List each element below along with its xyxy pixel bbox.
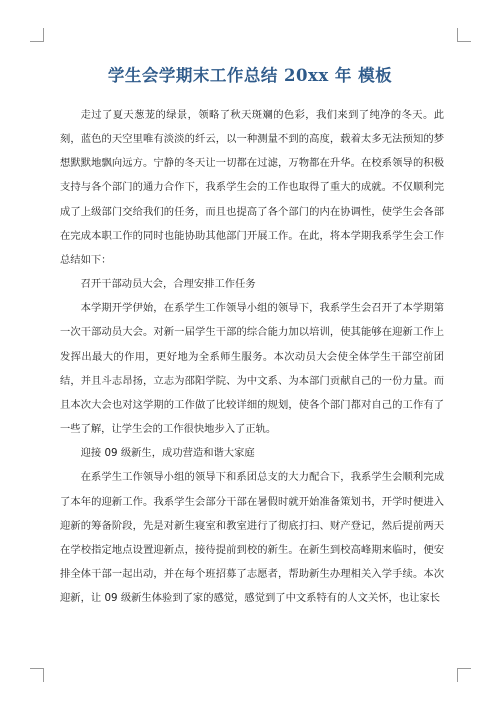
- section-heading-mobilization: 召开干部动员大会，合理安排工作任务: [80, 278, 256, 291]
- document-title: 学生会学期末工作总结 20xx 年 模板: [107, 66, 393, 85]
- crop-mark-bottom-right-v: [457, 668, 458, 682]
- section-heading-freshmen: 迎接 09 级新生，成功营造和谐大家庭: [80, 447, 255, 460]
- crop-mark-bottom-left-v: [43, 668, 44, 682]
- crop-mark-bottom-right-h: [457, 668, 471, 669]
- crop-mark-top-left-h: [30, 41, 44, 42]
- crop-mark-bottom-left-h: [30, 668, 44, 669]
- paragraph-mobilization: 本学期开学伊始，在系学生工作领导小组的领导下，我系学生会召开了本学期第一次干部动员大会。对新一届学生干部的综合能力加以培训，使其能够在迎新工作上发挥出最大的作用，更好地为全系师生服务。本次动员大会使全体学生干部空前团结，并且斗志昂扬，立志为邵阳学院、为中文系、为本部门贡献自己的一份力量。而且本次大会也对这学期的工作做了比较详细的规划，使各个部门都对自己的工作有了一些了解，让学生会的工作很快地步入了正轨。: [60, 302, 444, 436]
- crop-mark-top-left-v: [43, 28, 44, 42]
- document-body: [60, 103, 444, 610]
- crop-mark-top-right-v: [457, 28, 458, 42]
- paragraph-freshmen: 在系学生工作领导小组的领导下和系团总支的大力配合下，我系学生会顺利完成了本年的迎新工作。我系学生会部分干部在暑假时就开始准备策划书，开学时便进入迎新的筹备阶段，先是对新生寝室和教室进行了彻底打扫、财产登记，然后提前两天在学校指定地点设置迎新点，接待提前到校的新生。在新生到校高峰期来临时，便安排全体干部一起出动，并在每个班招募了志愿者，帮助新生办理相关入学手续。本次迎新，让 09 级新生体验到了家的感觉，感觉到了中文系特有的人文关怀，也让家长: [60, 471, 444, 605]
- paragraph-intro: 走过了夏天葱茏的绿景，领略了秋天斑斓的色彩，我们来到了纯净的冬天。此刻，蓝色的天空里唯有淡淡的纤云，以一种测量不到的高度，载着太多无法预知的梦想默默地飘向远方。宁静的冬天让一切都在过滤，万物都在升华。在校系领导的积极支持与各个部门的通力合作下，我系学生会的工作也取得了重大的成就。不仅顺利完成了上级部门交给我们的任务，而且也提高了各个部门的内在协调性，使学生会各部在完成本职工作的同时也能协助其他部门开展工作。在此，将本学期我系学生会工作总结如下：: [60, 109, 444, 266]
- crop-mark-top-right-h: [457, 41, 471, 42]
